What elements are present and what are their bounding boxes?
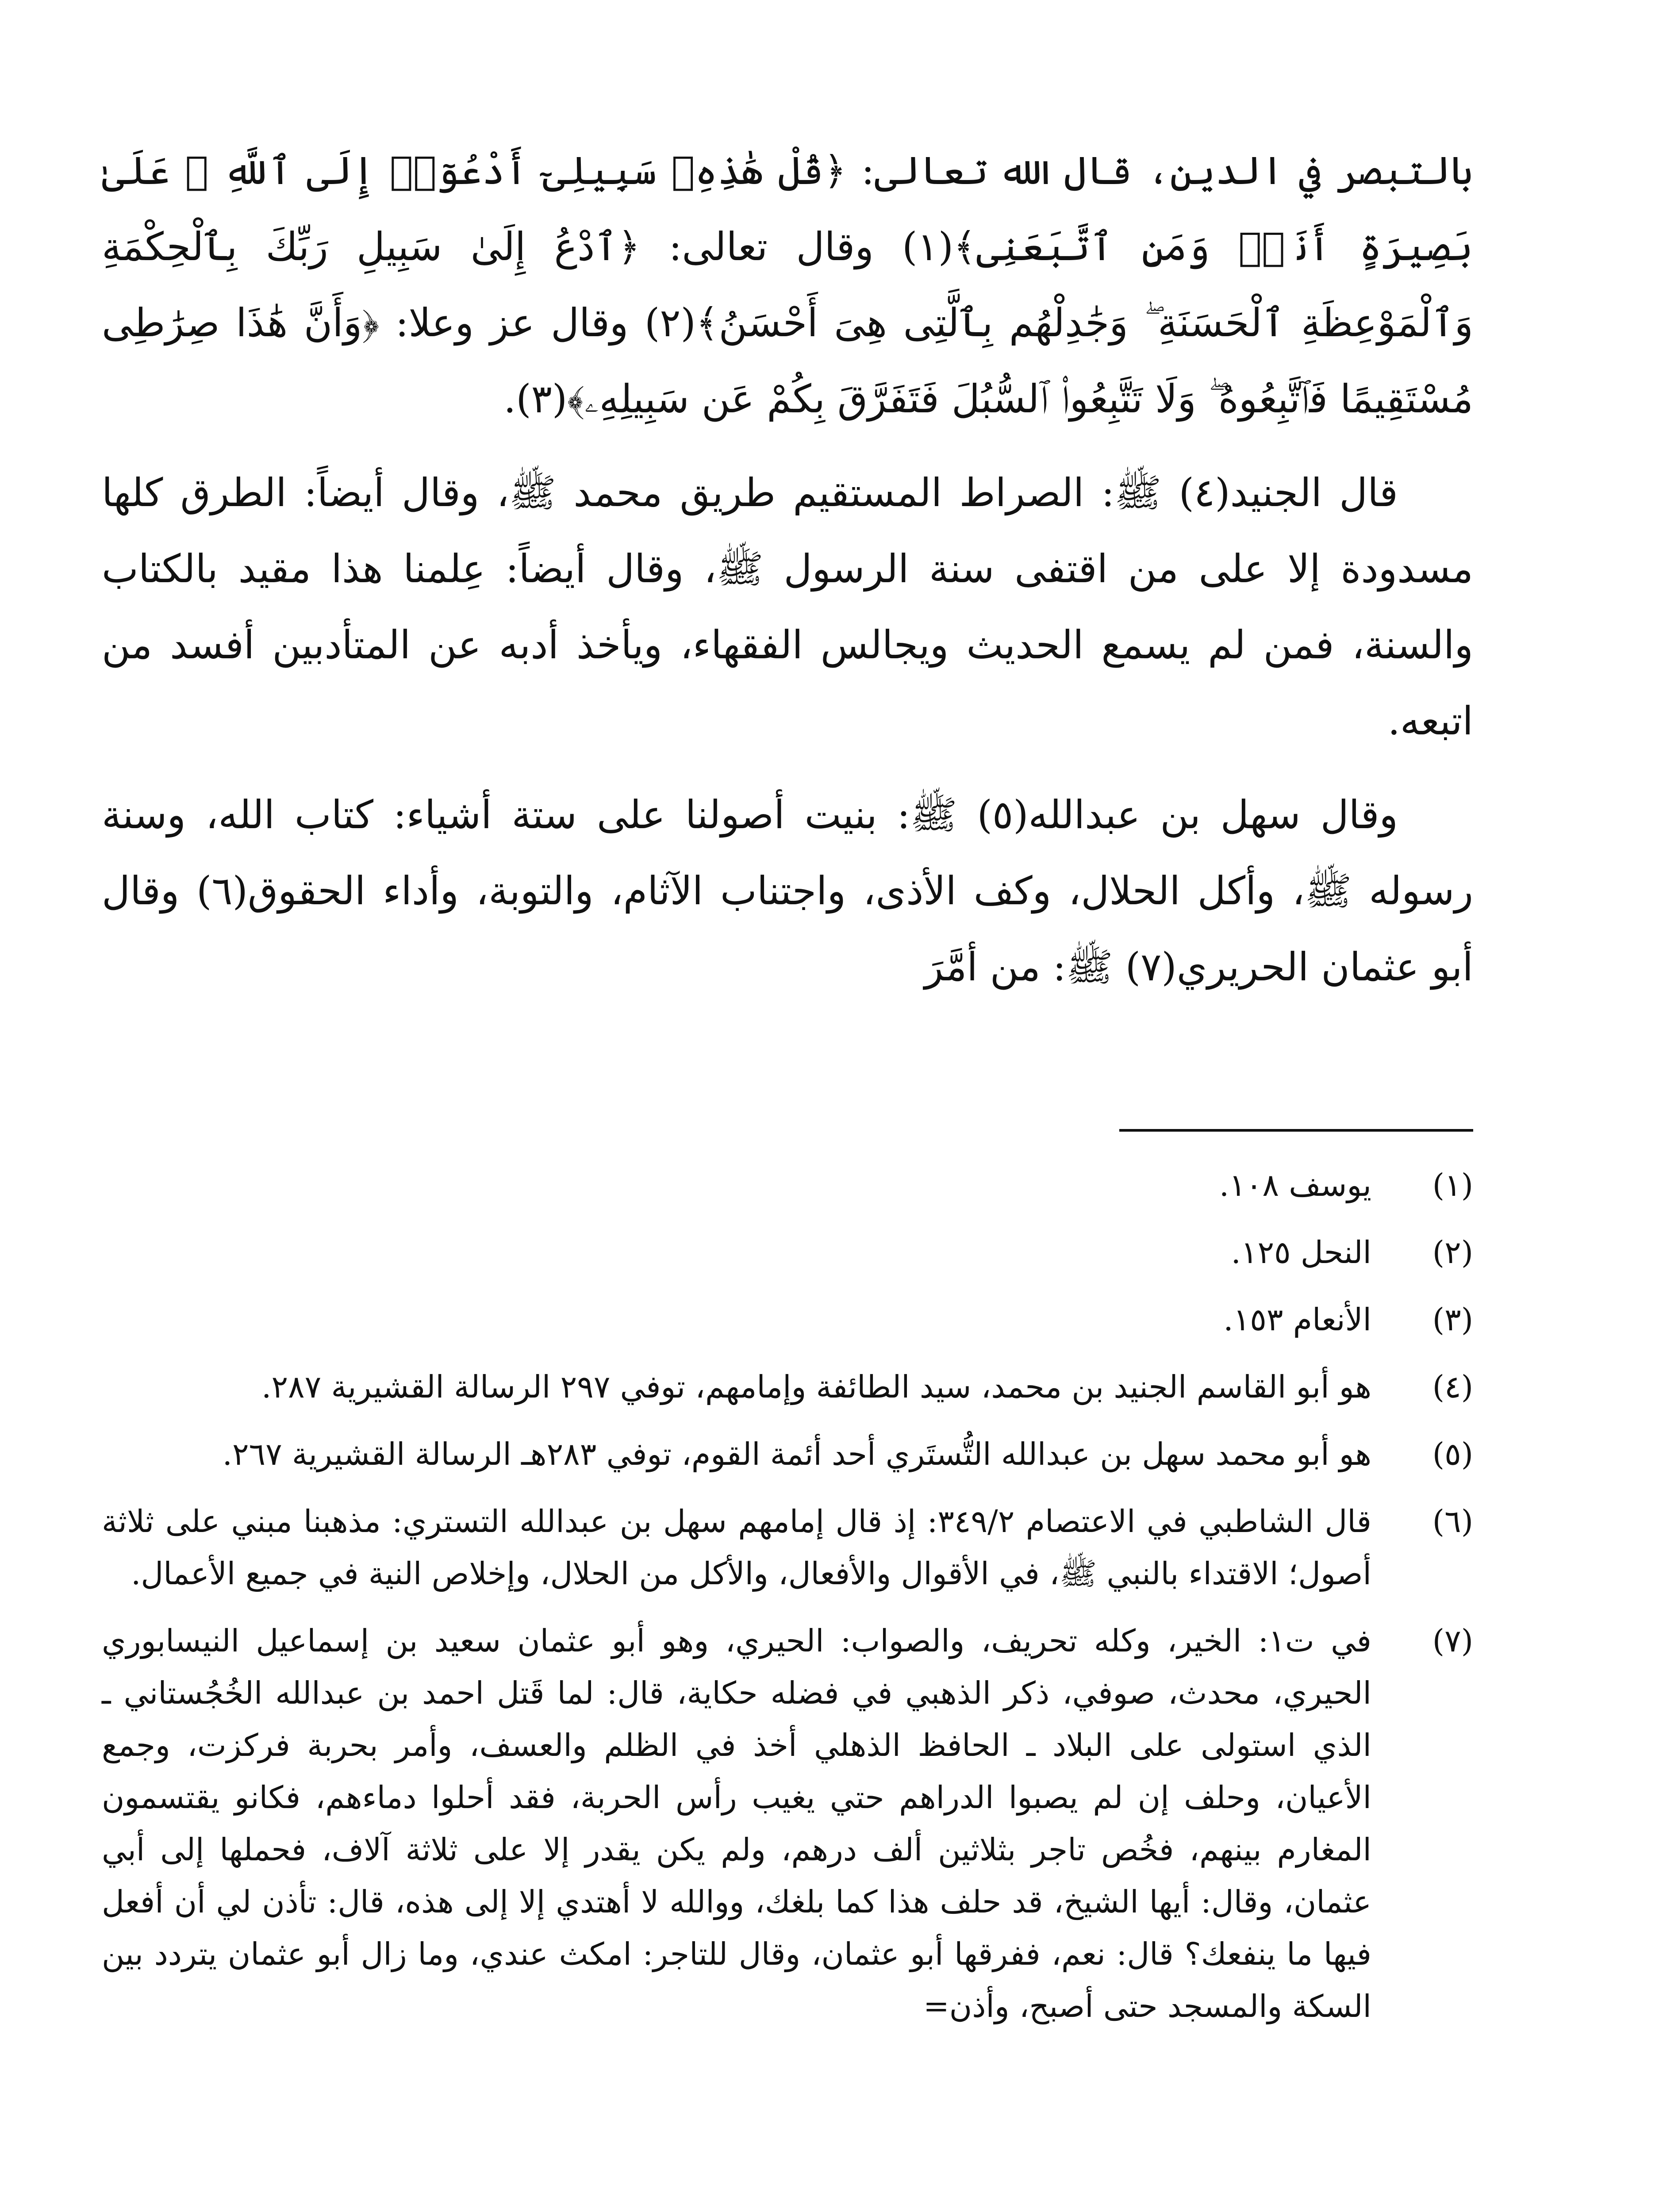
footnote-number: (٣) [1432,1302,1473,1338]
footnote-1 [102,1159,1473,1211]
footnote-number: (٢) [1432,1234,1473,1271]
footnote-number: (٤) [1432,1369,1473,1405]
footnote-number: (٥) [1432,1436,1473,1472]
footnote-6 [102,1495,1473,1600]
footnote-text: هو أبو محمد سهل بن عبدالله التُّستَري أحد أئمة القوم، توفي ٢٨٣هـ الرسالة القشيرية ٢٦٧. [222,1436,1371,1472]
main-body-text [102,133,1473,1023]
footnote-number: (١) [1432,1167,1473,1203]
footnote-text: الأنعام ١٥٣. [1223,1302,1371,1338]
paragraph-junayd-sayings: قال الجنيد(٤) ﷺ: الصراط المستقيم طريق محمد ﷺ، وقال أيضاً: الطرق كلها مسدودة إلا على من اقتفى سنة الرسول ﷺ، وقال أيضاً: عِلمنا هذا مقيد بالكتاب والسنة، فمن لم يسمع الحديث ويجالس الفقهاء، ويأخذ أدبه عن المتأدبين أفسد من اتبعه. [102,470,1473,744]
footnote-4 [102,1361,1473,1413]
paragraph-sahl-sayings: وقال سهل بن عبدالله(٥) ﷺ: بنيت أصولنا على ستة أشياء: كتاب الله، وسنة رسوله ﷺ، وأكل الحلال، وكف الأذى، واجتناب الآثام، والتوبة، وأداء الحقوق(٦) وقال أبو عثمان الحريري(٧) ﷺ: من أمَّرَ [102,792,1473,990]
paragraph-quran-verses: بالتبصر في الدين، قال الله تعالى: ﴿قُلْ هَٰذِهِۦ سَبِيلِىٓ أَدْعُوٓا۟ إِلَى ٱللَّهِ ۚ عَلَىٰ بَصِيرَةٍ أَنَا۠ وَمَنِ ٱتَّبَعَنِى﴾(١) وقال تعالى: ﴿ٱدْعُ إِلَىٰ سَبِيلِ رَبِّكَ بِٱلْحِكْمَةِ وَٱلْمَوْعِظَةِ ٱلْحَسَنَةِ ۖ وَجَٰدِلْهُم بِٱلَّتِى هِىَ أَحْسَنُ﴾(٢) وقال عز وعلا: ﴿وَأَنَّ هَٰذَا صِرَٰطِى مُسْتَقِيمًا فَٱتَّبِعُوهُ ۖ وَلَا تَتَّبِعُوا۟ ٱلسُّبُلَ فَتَفَرَّقَ بِكُمْ عَن سَبِيلِهِۦ﴾(٣). [102,148,1473,422]
footnote-text: قال الشاطبي في الاعتصام ٣٤٩/٢: إذ قال إمامهم سهل بن عبدالله التستري: مذهبنا مبني على ثلاثة أصول؛ الاقتداء بالنبي ﷺ، في الأقوال والأفعال، والأكل من الحلال، وإخلاص النية في جميع الأعمال. [102,1503,1372,1592]
footnote-separator-line [1119,1129,1473,1132]
footnote-number: (٦) [1432,1503,1473,1540]
footnotes-section [102,1159,1473,2047]
footnote-text: يوسف ١٠٨. [1219,1167,1371,1203]
footnote-5 [102,1428,1473,1480]
footnote-text: النحل ١٢٥. [1231,1234,1371,1271]
footnote-text: هو أبو القاسم الجنيد بن محمد، سيد الطائفة وإمامهم، توفي ٢٩٧ الرسالة القشيرية ٢٨٧. [261,1369,1371,1405]
footnote-3 [102,1294,1473,1346]
footnote-7 [102,1615,1473,2032]
footnote-2 [102,1226,1473,1279]
footnote-text: في ت١: الخير، وكله تحريف، والصواب: الحيري، وهو أبو عثمان سعيد بن إسماعيل النيسابوري الحيري، محدث، صوفي، ذكر الذهبي في فضله حكاية، قال: لما قَتل احمد بن عبدالله الخُجُستاني ـ الذي استولى على البلاد ـ الحافظ الذهلي أخذ في الظلم والعسف، وأمر بحربة فركزت، وجمع الأعيان، وحلف إن لم يصبوا الدراهم حتي يغيب رأس الحربة، فقد أحلوا دماءهم، فكانو يقتسمون المغارم بينهم، فخُص تاجر بثلاثين ألف درهم، ولم يكن يقدر إلا على ثلاثة آلاف، فحملها إلى أبي عثمان، وقال: أيها الشيخ، قد حلف هذا كما بلغك، ووالله لا أهتدي إلا إلى هذه، قال: تأذن لي أن أفعل فيها ما ينفعك؟ قال: نعم، ففرقها أبو عثمان، وقال للتاجر: امكث عندي، وما زال أبو عثمان يتردد بين السكة والمسجد حتى أصبح، وأذن= [102,1623,1371,2024]
footnote-number: (٧) [1432,1623,1473,1659]
